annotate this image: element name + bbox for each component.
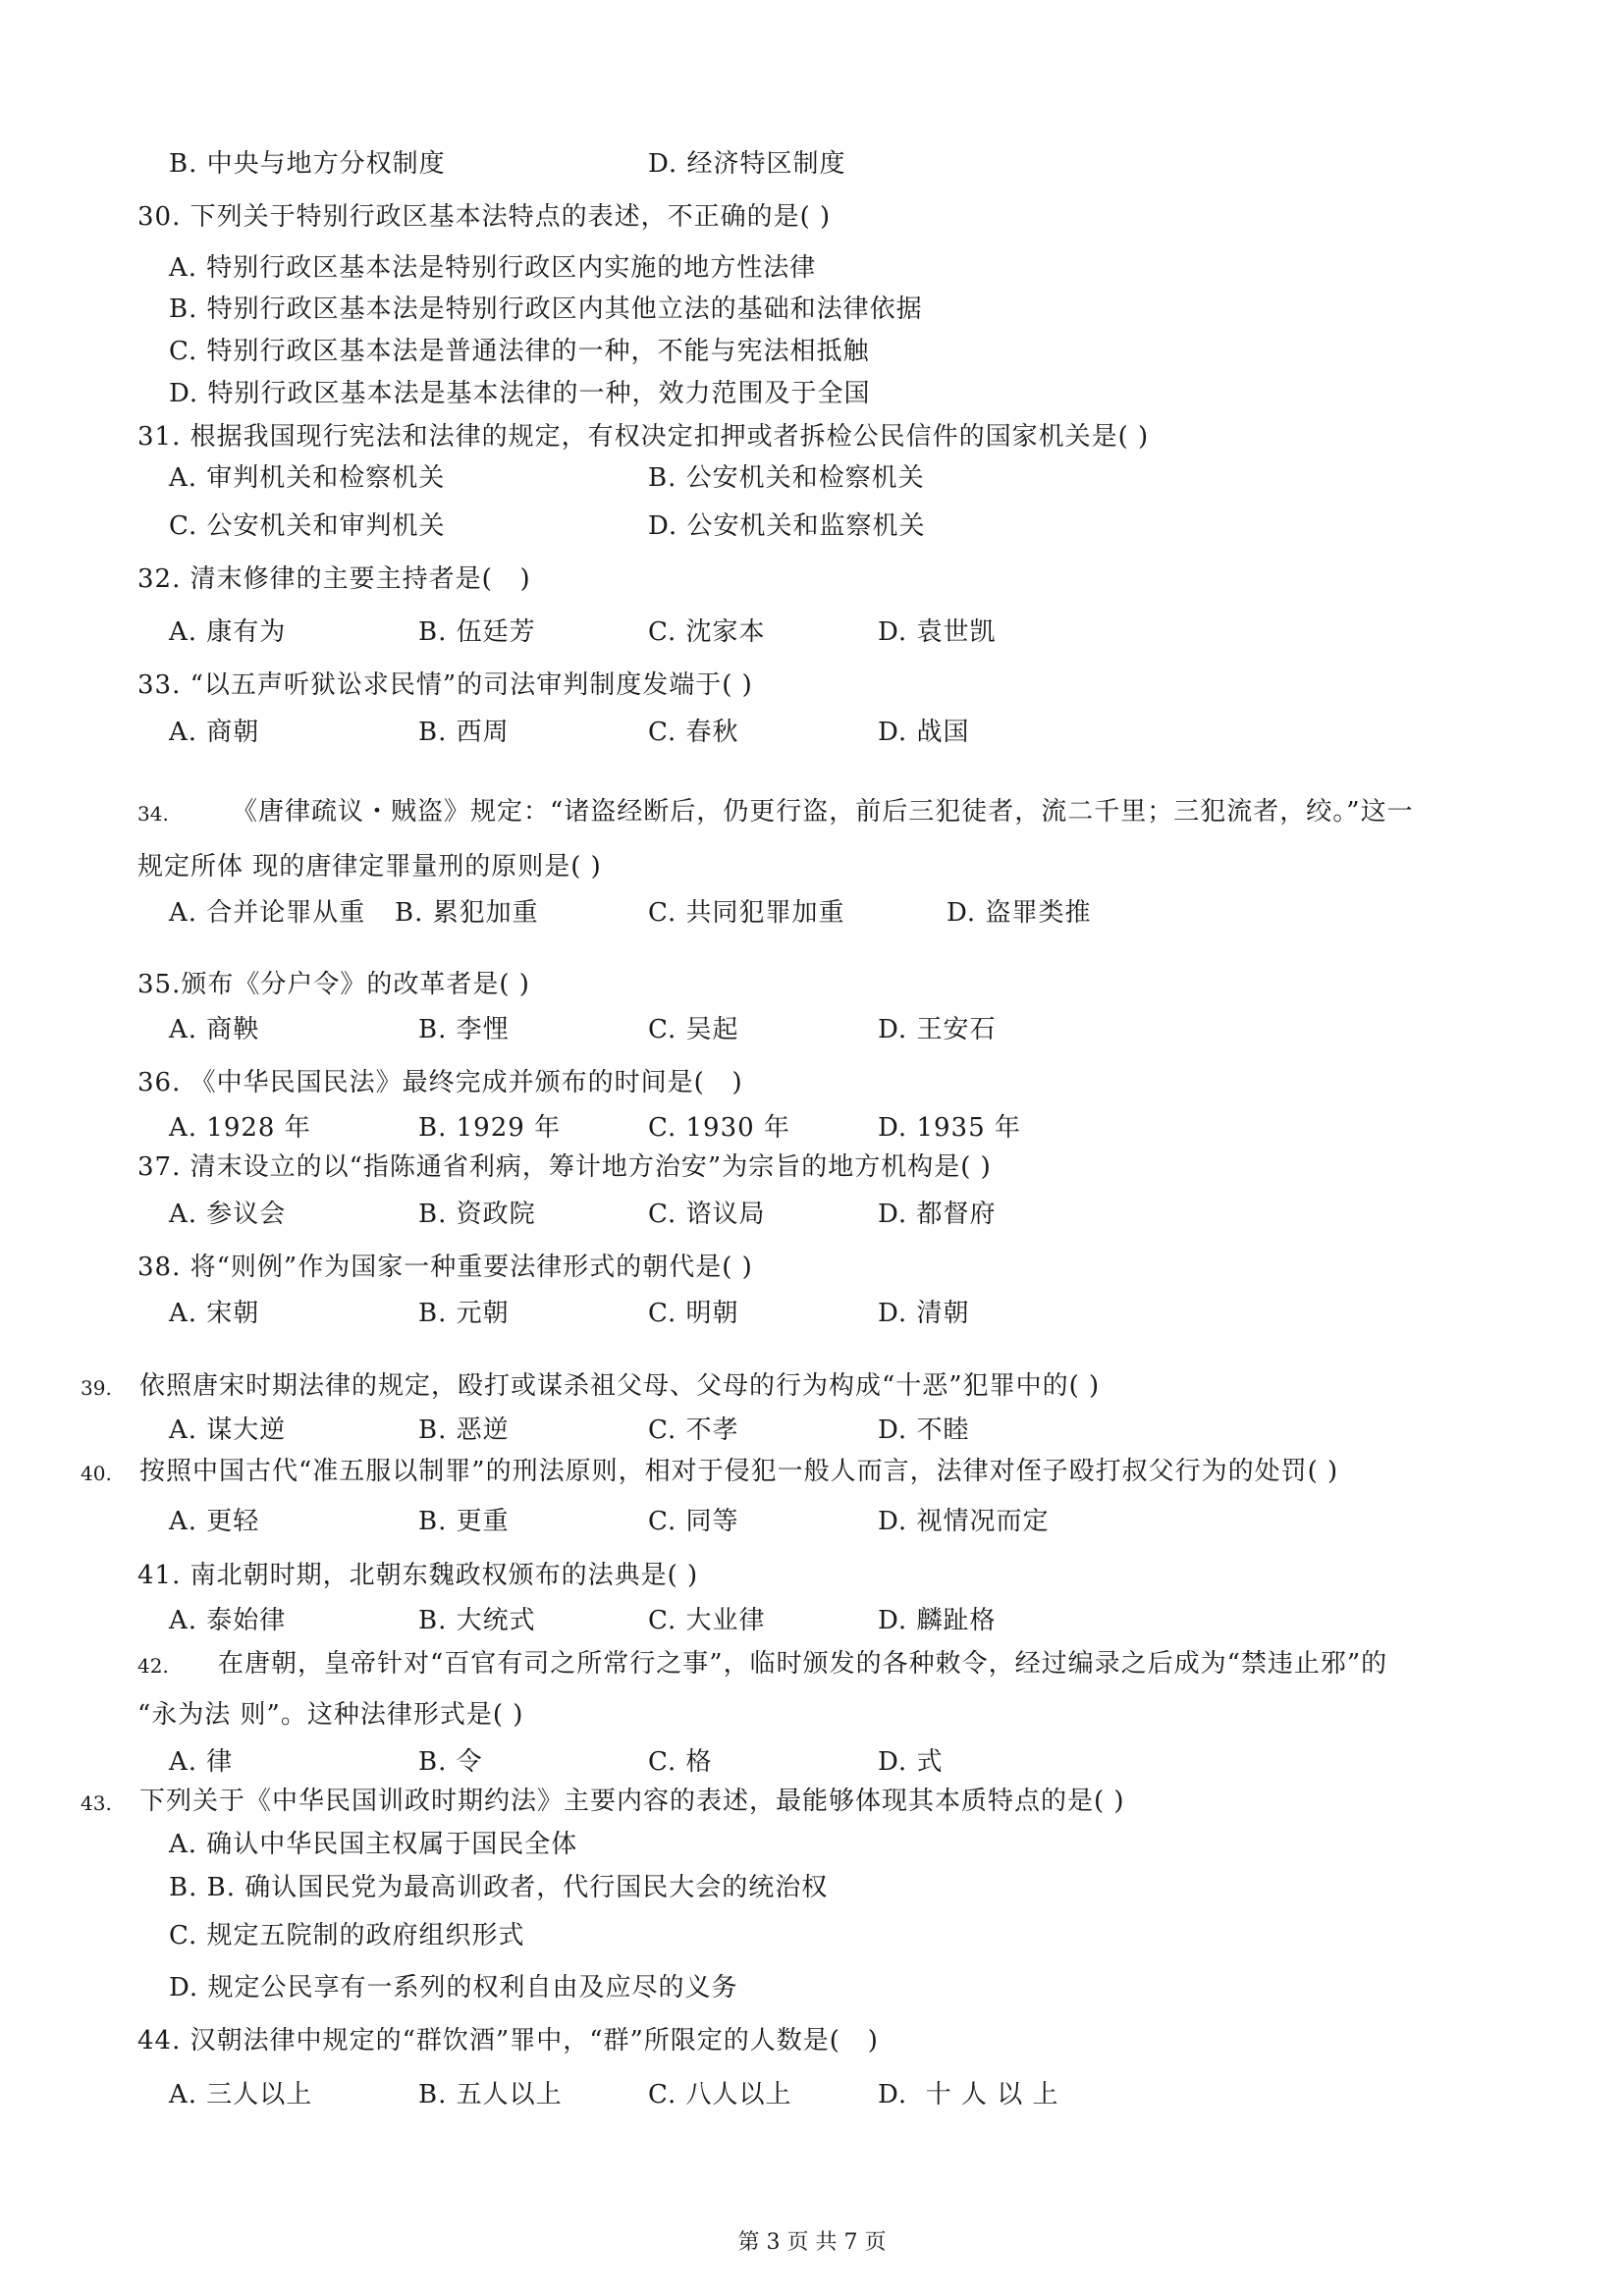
- q38-option-b: B. 元朝: [418, 1299, 510, 1328]
- q40-option-a: A. 更轻: [169, 1507, 260, 1536]
- q33-option-b: B. 西周: [418, 718, 510, 747]
- q35-stem: 35.颁布《分户令》的改革者是( ): [137, 970, 530, 999]
- q33-option-a: A. 商朝: [169, 718, 260, 747]
- q40-option-c: C. 同等: [648, 1507, 739, 1536]
- q34-option-b: B. 累犯加重: [395, 898, 539, 928]
- q44-option-c: C. 八人以上: [648, 2080, 792, 2109]
- q36-option-b: B. 1929 年: [418, 1113, 562, 1143]
- q39-stem: 依照唐宋时期法律的规定，殴打或谋杀祖父母、父母的行为构成“十恶”犯罪中的( ): [139, 1371, 1101, 1401]
- q29-option-d: D. 经济特区制度: [648, 149, 846, 179]
- q33-stem: 33. “以五声听狱讼求民情”的司法审判制度发端于( ): [137, 670, 753, 700]
- q30-option-b: B. 特别行政区基本法是特别行政区内其他立法的基础和法律依据: [169, 294, 923, 324]
- q34-option-c: C. 共同犯罪加重: [648, 898, 845, 928]
- q38-stem: 38. 将“则例”作为国家一种重要法律形式的朝代是( ): [137, 1253, 753, 1282]
- q38-option-a: A. 宋朝: [169, 1299, 260, 1328]
- q34-option-d: D. 盗罪类推: [947, 898, 1092, 928]
- q42-option-a: A. 律: [169, 1747, 234, 1777]
- q35-option-c: C. 吴起: [648, 1015, 739, 1044]
- q40-stem: 按照中国古代“准五服以制罪”的刑法原则，相对于侵犯一般人而言，法律对侄子殴打叔父行为的处罚( ): [139, 1457, 1339, 1486]
- q42-option-b: B. 令: [418, 1747, 483, 1777]
- q39-option-c: C. 不孝: [648, 1415, 739, 1445]
- q39-option-a: A. 谋大逆: [169, 1415, 287, 1445]
- q40-number: 40.: [81, 1462, 112, 1485]
- q43-option-b: B. B. 确认国民党为最高训政者，代行国民大会的统治权: [169, 1873, 829, 1902]
- q40-option-d: D. 视情况而定: [878, 1507, 1050, 1536]
- q35-option-a: A. 商鞅: [169, 1015, 260, 1044]
- q41-option-d: D. 麟趾格: [878, 1606, 997, 1635]
- q31-option-a: A. 审判机关和检察机关: [169, 463, 446, 493]
- q33-option-d: D. 战国: [878, 718, 970, 747]
- q43-number: 43.: [81, 1791, 112, 1815]
- q31-option-b: B. 公安机关和检察机关: [648, 463, 925, 493]
- q37-option-c: C. 谘议局: [648, 1200, 766, 1229]
- q29-option-b: B. 中央与地方分权制度: [169, 149, 446, 179]
- page-footer: 第 3 页 共 7 页: [737, 2230, 887, 2255]
- q37-option-a: A. 参议会: [169, 1200, 287, 1229]
- q34-stem-line1: 《唐律疏议・贼盗》规定：“诸盗经断后，仍更行盗，前后三犯徒者，流二千里；三犯流者，绞。”这一: [232, 797, 1414, 827]
- q38-option-c: C. 明朝: [648, 1299, 739, 1328]
- q31-option-d: D. 公安机关和监察机关: [648, 511, 926, 541]
- q43-option-c: C. 规定五院制的政府组织形式: [169, 1921, 525, 1950]
- q41-option-a: A. 泰始律: [169, 1606, 287, 1635]
- q36-option-c: C. 1930 年: [648, 1113, 790, 1143]
- q44-option-d: D. 十 人 以 上: [878, 2080, 1059, 2109]
- q44-option-b: B. 五人以上: [418, 2080, 563, 2109]
- q30-stem: 30. 下列关于特别行政区基本法特点的表述，不正确的是( ): [137, 202, 832, 232]
- q32-stem: 32. 清末修律的主要主持者是( ): [137, 564, 531, 594]
- q32-option-a: A. 康有为: [169, 617, 287, 647]
- q34-stem-line2: 规定所体 现的唐律定罪量刑的原则是( ): [137, 852, 602, 881]
- q37-option-b: B. 资政院: [418, 1200, 536, 1229]
- q40-option-b: B. 更重: [418, 1507, 510, 1536]
- q32-option-d: D. 袁世凯: [878, 617, 997, 647]
- q43-option-a: A. 确认中华民国主权属于国民全体: [169, 1830, 578, 1859]
- q41-option-b: B. 大统式: [418, 1606, 536, 1635]
- q32-option-c: C. 沈家本: [648, 617, 766, 647]
- q31-stem: 31. 根据我国现行宪法和法律的规定，有权决定扣押或者拆检公民信件的国家机关是( ): [137, 422, 1150, 452]
- q35-option-d: D. 王安石: [878, 1015, 997, 1044]
- q37-stem: 37. 清末设立的以“指陈通省利病，筹计地方治安”为宗旨的地方机构是( ): [137, 1152, 992, 1182]
- q42-stem-line2: “永为法 则”。这种法律形式是( ): [137, 1700, 524, 1730]
- q32-option-b: B. 伍廷芳: [418, 617, 536, 647]
- q39-option-d: D. 不睦: [878, 1415, 970, 1445]
- q42-option-d: D. 式: [878, 1747, 944, 1777]
- q36-stem: 36. 《中华民国民法》最终完成并颁布的时间是( ): [137, 1068, 743, 1097]
- q30-option-a: A. 特别行政区基本法是特别行政区内实施的地方性法律: [169, 253, 817, 283]
- q31-option-c: C. 公安机关和审判机关: [169, 511, 446, 541]
- q44-option-a: A. 三人以上: [169, 2080, 313, 2109]
- q39-number: 39.: [81, 1376, 112, 1400]
- q36-option-a: A. 1928 年: [169, 1113, 311, 1143]
- q42-option-c: C. 格: [648, 1747, 713, 1777]
- q33-option-c: C. 春秋: [648, 718, 739, 747]
- q36-option-d: D. 1935 年: [878, 1113, 1021, 1143]
- q35-option-b: B. 李悝: [418, 1015, 510, 1044]
- q38-option-d: D. 清朝: [878, 1299, 970, 1328]
- q43-stem: 下列关于《中华民国训政时期约法》主要内容的表述，最能够体现其本质特点的是( ): [139, 1787, 1125, 1816]
- q30-option-c: C. 特别行政区基本法是普通法律的一种，不能与宪法相抵触: [169, 337, 870, 366]
- q44-stem: 44. 汉朝法律中规定的“群饮酒”罪中，“群”所限定的人数是( ): [137, 2026, 879, 2056]
- q43-option-d: D. 规定公民享有一系列的权利自由及应尽的义务: [169, 1973, 738, 2002]
- q42-stem-line1: 在唐朝，皇帝针对“百官有司之所常行之事”，临时颁发的各种敕令，经过编录之后成为“禁违止邪”的: [218, 1649, 1388, 1679]
- q41-option-c: C. 大业律: [648, 1606, 766, 1635]
- q37-option-d: D. 都督府: [878, 1200, 997, 1229]
- q41-stem: 41. 南北朝时期，北朝东魏政权颁布的法典是( ): [137, 1561, 699, 1590]
- q39-option-b: B. 恶逆: [418, 1415, 510, 1445]
- q34-number: 34.: [137, 802, 169, 826]
- q34-option-a: A. 合并论罪从重: [169, 898, 366, 928]
- q30-option-d: D. 特别行政区基本法是基本法律的一种，效力范围及于全国: [169, 379, 871, 408]
- q42-number: 42.: [137, 1654, 169, 1678]
